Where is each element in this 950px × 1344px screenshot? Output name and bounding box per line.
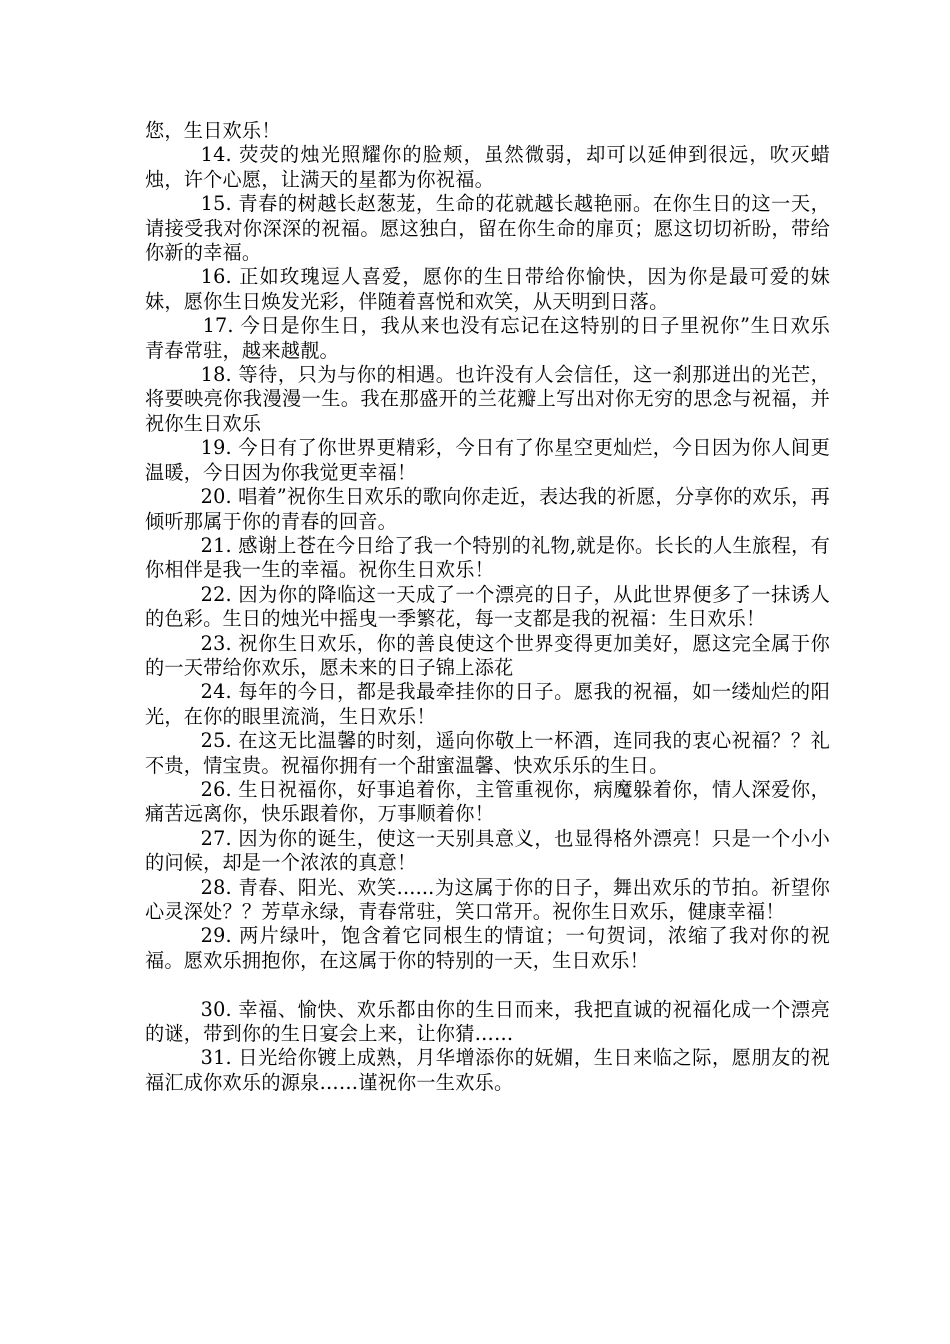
paragraph-22: 22. 因为你的降临这一天成了一个漂亮的日子，从此世界便多了一抹诱人的色彩。生日的烛光中摇曳一季繁花，每一支都是我的祝福：生日欢乐！	[145, 582, 830, 631]
paragraph-26: 26. 生日祝福你，好事追着你，主管重视你，病魔躲着你，情人深爱你，痛苦远离你，快乐跟着你，万事顺着你！	[145, 777, 830, 826]
paragraph-15: 15. 青春的树越长赵葱茏，生命的花就越长越艳丽。在你生日的这一天，请接受我对你深深的祝福。愿这独白，留在你生命的扉页；愿这切切祈盼，带给你新的幸福。	[145, 192, 830, 265]
paragraph-30: 30. 幸福、愉快、欢乐都由你的生日而来，我把直诚的祝福化成一个漂亮的谜，带到你的生日宴会上来，让你猜……	[145, 997, 830, 1046]
paragraph-21: 21. 感谢上苍在今日给了我一个特别的礼物,就是你。长长的人生旅程，有你相伴是我一生的幸福。祝你生日欢乐！	[145, 533, 830, 582]
paragraph-27: 27. 因为你的诞生，使这一天别具意义，也显得格外漂亮！只是一个小小的问候，却是一个浓浓的真意！	[145, 826, 830, 875]
paragraph-29: 29. 两片绿叶，饱含着它同根生的情谊；一句贺词，浓缩了我对你的祝福。愿欢乐拥抱你，在这属于你的特别的一天，生日欢乐！	[145, 924, 830, 972]
paragraph-24: 24. 每年的今日，都是我最牵挂你的日子。愿我的祝福，如一缕灿烂的阳光，在你的眼里流淌，生日欢乐！	[145, 680, 830, 728]
paragraph-17: 17. 今日是你生日，我从来也没有忘记在这特别的日子里祝你”生日欢乐青春常驻，越来越靓。	[145, 314, 830, 362]
paragraph-14: 14. 荧荧的烛光照耀你的脸颊，虽然微弱，却可以延伸到很远，吹灭蜡烛，许个心愿，让满天的星都为你祝福。	[145, 143, 830, 191]
paragraph-19: 19. 今日有了你世界更精彩，今日有了你星空更灿烂，今日因为你人间更温暖，今日因为你我觉更幸福！	[145, 436, 830, 484]
paragraph-18: 18. 等待，只为与你的相遇。也许没有人会信任，这一刹那迸出的光芒，将要映亮你我漫漫一生。我在那盛开的兰花瓣上写出对你无穷的思念与祝福，并祝你生日欢乐	[145, 363, 830, 435]
paragraph-25: 25. 在这无比温馨的时刻，遥向你敬上一杯酒，连同我的衷心祝福？？礼不贵，情宝贵。祝福你拥有一个甜蜜温馨、快欢乐乐的生日。	[145, 729, 830, 777]
paragraph-20: 20. 唱着”祝你生日欢乐的歌向你走近，表达我的祈愿，分享你的欢乐，再倾听那属于你的青春的回音。	[145, 485, 830, 533]
blank-line	[145, 973, 830, 997]
paragraph-13-end: 您，生日欢乐！	[145, 119, 281, 142]
paragraph-31: 31. 日光给你镀上成熟，月华增添你的妩媚，生日来临之际，愿朋友的祝福汇成你欢乐的源泉……谨祝你一生欢乐。	[145, 1046, 830, 1094]
paragraph-28: 28. 青春、阳光、欢笑......为这属于你的日子，舞出欢乐的节拍。祈望你心灵深处？？芳草永绿，青春常驻，笑口常开。祝你生日欢乐，健康幸福！	[145, 875, 830, 923]
paragraph-23: 23. 祝你生日欢乐，你的善良使这个世界变得更加美好，愿这完全属于你的一天带给你欢乐，愿未来的日子锦上添花	[145, 631, 830, 679]
paragraph-16: 16. 正如玫瑰逗人喜爱，愿你的生日带给你愉快，因为你是最可爱的妹妹，愿你生日焕发光彩，伴随着喜悦和欢笑，从天明到日落。	[145, 265, 830, 313]
